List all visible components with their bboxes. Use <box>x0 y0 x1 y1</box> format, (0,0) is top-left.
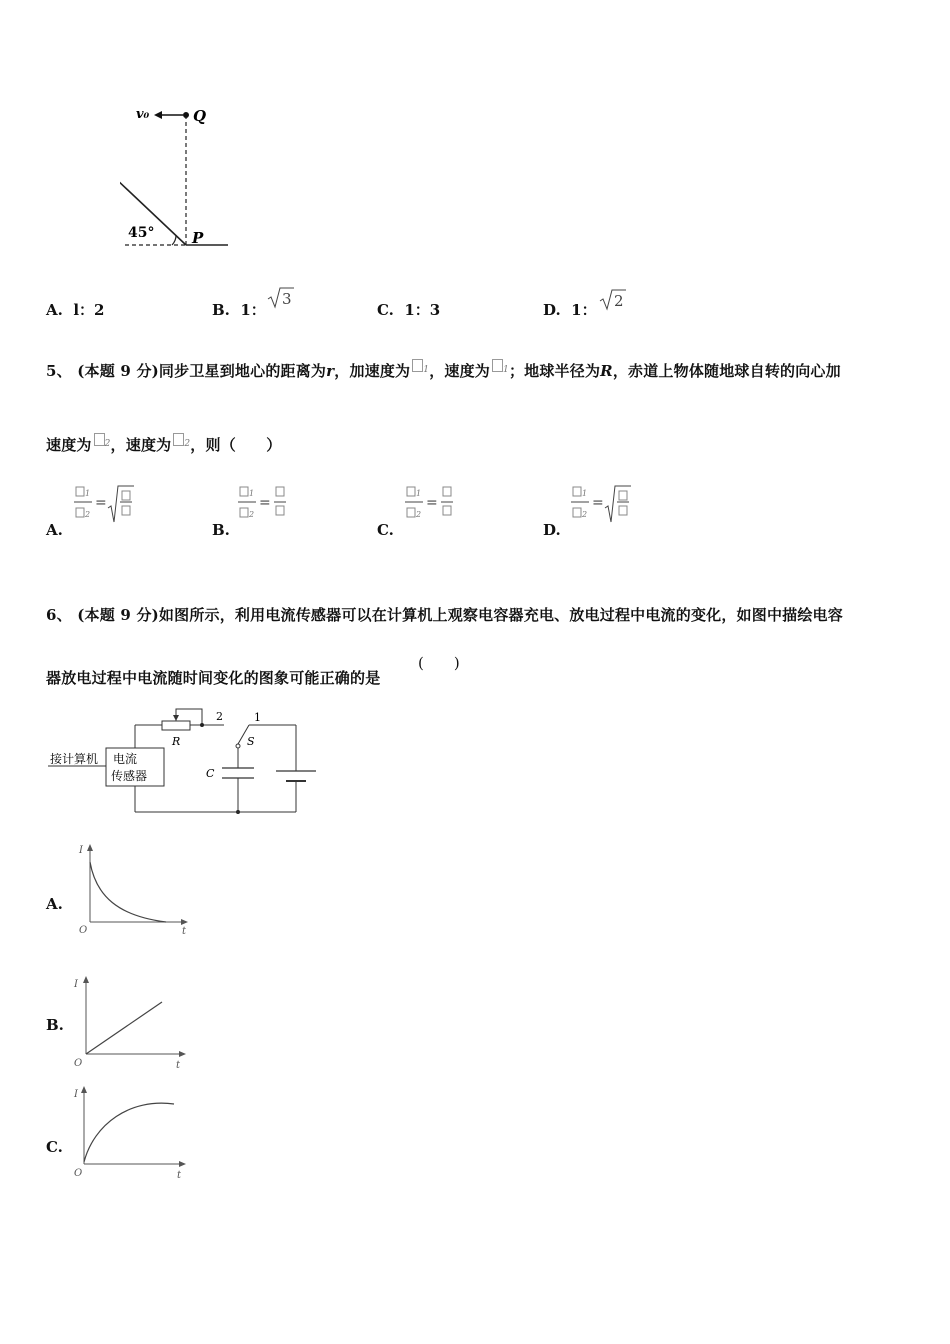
svg-text:t: t <box>177 1170 182 1181</box>
svg-text:1: 1 <box>416 489 422 498</box>
angle-arc <box>172 235 176 245</box>
q5-option-b[interactable]: B. <box>212 521 230 539</box>
linear-line <box>86 1002 162 1054</box>
symbol-placeholder <box>412 359 423 372</box>
svg-text:O: O <box>74 1058 83 1069</box>
svg-text:I: I <box>74 979 78 990</box>
label-c: C <box>206 767 215 780</box>
label-s: S <box>247 735 255 748</box>
svg-text:2: 2 <box>249 510 255 519</box>
formula-c <box>403 484 459 526</box>
label-r: R <box>172 735 181 748</box>
symbol-placeholder <box>173 433 184 446</box>
svg-text:O: O <box>74 1168 83 1179</box>
resistor-icon <box>162 721 190 730</box>
sqrt2-radical <box>598 287 628 313</box>
q4-option-c[interactable]: C. 1：3 <box>377 301 441 319</box>
label-sensor-2: 传感器 <box>111 769 148 783</box>
label-1: 1 <box>254 711 261 724</box>
q5-stem-line2: 速度为 $^2$，速度为 $^2$，则（ ） <box>46 433 282 455</box>
svg-text:2: 2 <box>614 292 624 310</box>
point-q <box>183 112 189 118</box>
q6-option-b[interactable]: B. <box>46 1016 64 1034</box>
formula-b <box>236 484 292 526</box>
sqrt3-radical <box>266 285 296 311</box>
graph-a <box>74 842 194 938</box>
graph-b <box>70 974 194 1070</box>
label-p: P <box>192 229 204 247</box>
incline-figure <box>120 98 240 253</box>
decay-curve <box>90 862 166 922</box>
q6-option-a[interactable]: A. <box>46 895 63 913</box>
label-2: 2 <box>216 710 223 723</box>
rheostat-slider-icon <box>173 715 179 721</box>
arrow-head-icon <box>154 111 162 119</box>
q5-option-d[interactable]: D. <box>543 521 561 539</box>
label-computer: 接计算机 <box>50 752 99 766</box>
svg-text:=: = <box>592 495 604 511</box>
svg-text:1: 1 <box>249 489 255 498</box>
q5-stem-line1: 5、 (本题 9 分)同步卫星到地心的距离为r，加速度为 $^1$，速度为 $^1$；地球半径为R，赤道上物体随地球自转的向心加 <box>46 359 841 381</box>
svg-text:t: t <box>176 1060 181 1070</box>
svg-text:I: I <box>74 1089 78 1100</box>
q5-option-a[interactable]: A. <box>46 521 63 539</box>
svg-text:1: 1 <box>582 489 588 498</box>
formula-d <box>569 484 633 526</box>
formula-a <box>72 484 136 526</box>
symbol-placeholder <box>94 433 105 446</box>
svg-text:3: 3 <box>282 290 292 308</box>
label-v0: v₀ <box>136 107 150 122</box>
svg-text:t: t <box>182 926 187 937</box>
circuit-diagram <box>44 703 334 818</box>
q6-stem-line1: 6、 (本题 9 分)如图所示，利用电流传感器可以在计算机上观察电容器充电、放电过程中电流的变化，如图中描绘电容 <box>46 606 843 624</box>
label-q: Q <box>193 107 207 125</box>
q4-option-d[interactable]: D. 1： <box>543 301 597 319</box>
svg-text:2: 2 <box>85 510 91 519</box>
label-sensor-1: 电流 <box>113 752 138 766</box>
svg-text:=: = <box>259 495 271 511</box>
svg-text:2: 2 <box>582 510 588 519</box>
q6-option-c[interactable]: C. <box>46 1138 63 1156</box>
svg-text:1: 1 <box>85 489 91 498</box>
q6-stem-line2: 器放电过程中电流随时间变化的图象可能正确的是 <box>46 669 381 687</box>
rising-curve <box>84 1103 174 1162</box>
svg-text:O: O <box>79 925 88 936</box>
svg-text:=: = <box>426 495 438 511</box>
graph-c <box>70 1084 194 1182</box>
svg-text:=: = <box>95 495 107 511</box>
label-angle: 45° <box>128 225 155 241</box>
q5-option-c[interactable]: C. <box>377 521 394 539</box>
symbol-placeholder <box>492 359 503 372</box>
svg-text:2: 2 <box>416 510 422 519</box>
q4-option-b[interactable]: B. 1： <box>212 301 266 319</box>
answer-paren: ( ) <box>418 654 460 672</box>
svg-text:I: I <box>79 845 83 856</box>
q4-option-a[interactable]: A. l：2 <box>46 301 105 319</box>
